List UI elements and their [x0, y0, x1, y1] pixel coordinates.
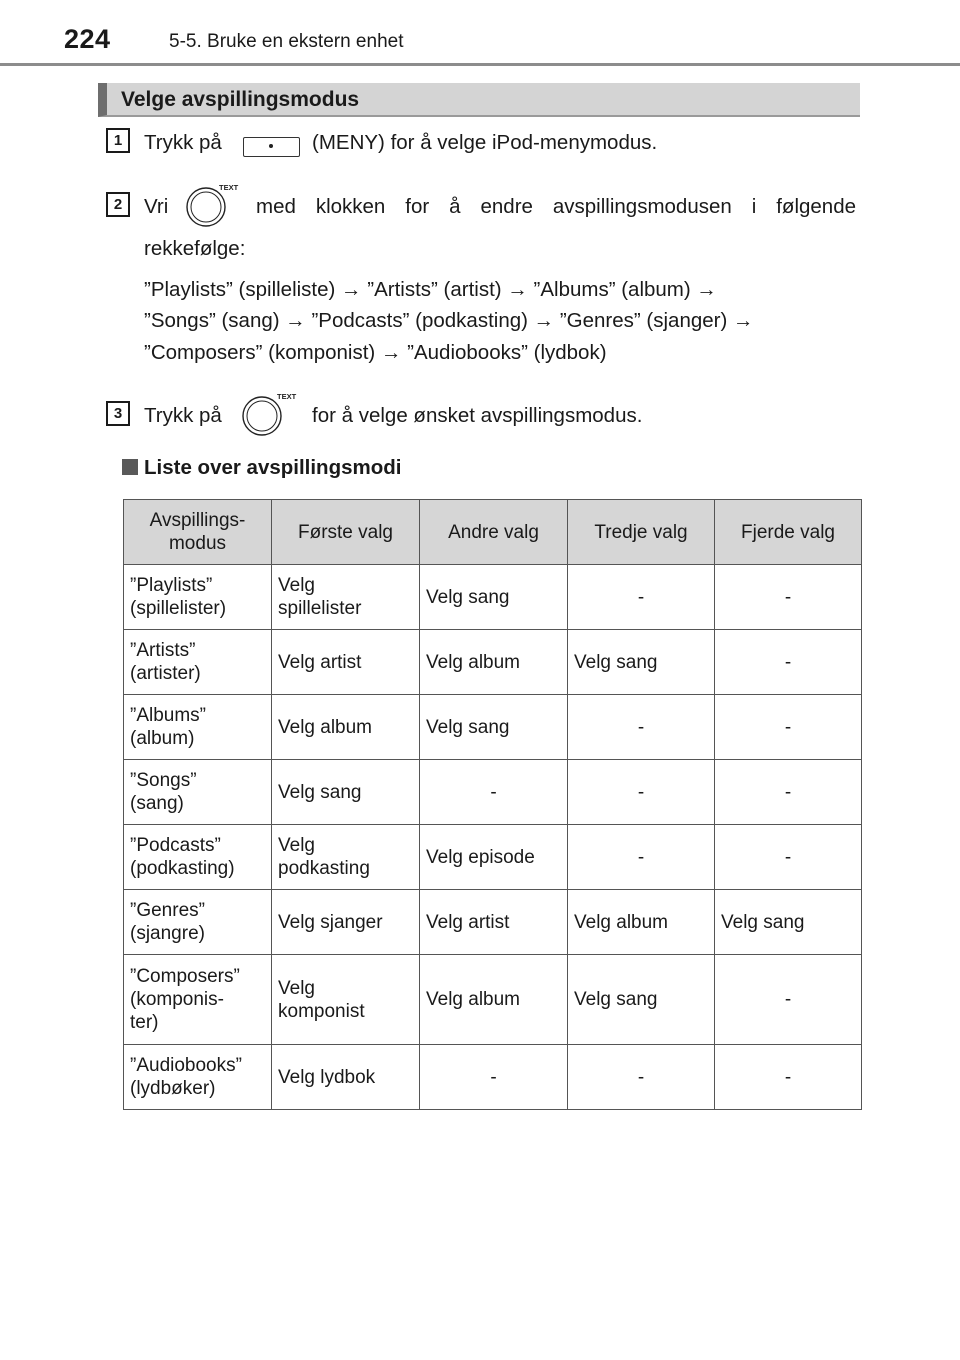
- table-body: [124, 565, 862, 1110]
- table-header-row: [124, 500, 862, 565]
- column-header-fourth-choice: Fjerde valg: [715, 500, 862, 565]
- column-header-second-choice: Andre valg: [420, 500, 568, 565]
- table-cell: -: [420, 760, 568, 825]
- table-cell: -: [715, 760, 862, 825]
- table-row: [124, 1045, 862, 1110]
- step-2-line-2: rekkefølge:: [144, 237, 246, 260]
- tune-knob-icon: [240, 389, 304, 449]
- header-rule: [0, 63, 960, 66]
- table-cell: Velg sang: [715, 890, 862, 955]
- playback-modes-table: [123, 499, 862, 1110]
- table-cell: Velg artist: [420, 890, 568, 955]
- subheading-bullet: [122, 459, 138, 475]
- step-1-text-before: Trykk på: [144, 131, 222, 154]
- knob-label: TEXT: [277, 392, 297, 401]
- table-cell: Velg album: [420, 955, 568, 1045]
- page-number: 224: [64, 24, 111, 54]
- table-cell: -: [715, 695, 862, 760]
- table-cell: ”Albums” (album): [124, 695, 272, 760]
- step-number-2: 2: [106, 192, 130, 217]
- table-cell: ”Composers” (komponis- ter): [124, 955, 272, 1045]
- table-cell: ”Playlists” (spillelister): [124, 565, 272, 630]
- section-heading: Velge avspillingsmodus: [121, 88, 360, 111]
- section-heading-bar: [98, 83, 860, 117]
- step-3-text-before: Trykk på: [144, 404, 222, 427]
- table-cell: -: [568, 1045, 715, 1110]
- table-row: [124, 760, 862, 825]
- tune-knob-icon: [184, 180, 248, 240]
- table-row: [124, 565, 862, 630]
- table-cell: Velg podkasting: [272, 825, 420, 890]
- table-cell: -: [715, 955, 862, 1045]
- table-cell: Velg spillelister: [272, 565, 420, 630]
- column-header-first-choice: Første valg: [272, 500, 420, 565]
- section-title: 5-5. Bruke en ekstern enhet: [169, 31, 404, 52]
- table-cell: Velg artist: [272, 630, 420, 695]
- table-cell: ”Genres” (sjangre): [124, 890, 272, 955]
- table-cell: -: [568, 565, 715, 630]
- table-row: [124, 890, 862, 955]
- table-cell: Velg sang: [272, 760, 420, 825]
- table-cell: -: [568, 825, 715, 890]
- table-cell: Velg album: [420, 630, 568, 695]
- mode-sequence-line-2: ”Songs” (sang) → ”Podcasts” (podkasting) → ”Genres” (sjanger) →: [144, 309, 754, 332]
- subheading: Liste over avspillingsmodi: [144, 456, 402, 479]
- table-cell: -: [420, 1045, 568, 1110]
- table-cell: -: [715, 630, 862, 695]
- table-cell: ”Songs” (sang): [124, 760, 272, 825]
- table-row: [124, 630, 862, 695]
- table-cell: Velg episode: [420, 825, 568, 890]
- table-cell: -: [715, 565, 862, 630]
- step-2-text-after: med klokken for å endre avspillingsmodusen i følgende: [256, 195, 856, 218]
- table-row: [124, 695, 862, 760]
- table-cell: -: [715, 825, 862, 890]
- table-cell: Velg sang: [420, 565, 568, 630]
- table-cell: Velg lydbok: [272, 1045, 420, 1110]
- table-cell: ”Podcasts” (podkasting): [124, 825, 272, 890]
- table-row: [124, 955, 862, 1045]
- table-cell: Velg sang: [568, 955, 715, 1045]
- table-cell: -: [568, 760, 715, 825]
- step-number-1: 1: [106, 128, 130, 153]
- knob-label: TEXT: [219, 183, 239, 192]
- table-cell: ”Audiobooks” (lydbøker): [124, 1045, 272, 1110]
- step-2-text-before: Vri: [144, 195, 169, 218]
- page-header: [0, 0, 960, 70]
- table-cell: Velg album: [568, 890, 715, 955]
- step-1-text-after: (MENY) for å velge iPod-menymodus.: [312, 131, 658, 154]
- step-3-text-after: for å velge ønsket avspillingsmodus.: [312, 404, 643, 427]
- table-cell: -: [568, 695, 715, 760]
- column-header-mode: Avspillings- modus: [124, 500, 272, 565]
- menu-button-icon: [243, 137, 300, 157]
- mode-sequence-line-3: ”Composers” (komponist) → ”Audiobooks” (lydbok): [144, 341, 607, 364]
- table-row: [124, 825, 862, 890]
- column-header-third-choice: Tredje valg: [568, 500, 715, 565]
- table-cell: Velg album: [272, 695, 420, 760]
- table-cell: Velg sjanger: [272, 890, 420, 955]
- table-cell: Velg komponist: [272, 955, 420, 1045]
- table-cell: ”Artists” (artister): [124, 630, 272, 695]
- step-number-3: 3: [106, 401, 130, 426]
- table-cell: Velg sang: [420, 695, 568, 760]
- table-cell: -: [715, 1045, 862, 1110]
- table-cell: Velg sang: [568, 630, 715, 695]
- mode-sequence-line-1: ”Playlists” (spilleliste) → ”Artists” (artist) → ”Albums” (album) →: [144, 278, 717, 301]
